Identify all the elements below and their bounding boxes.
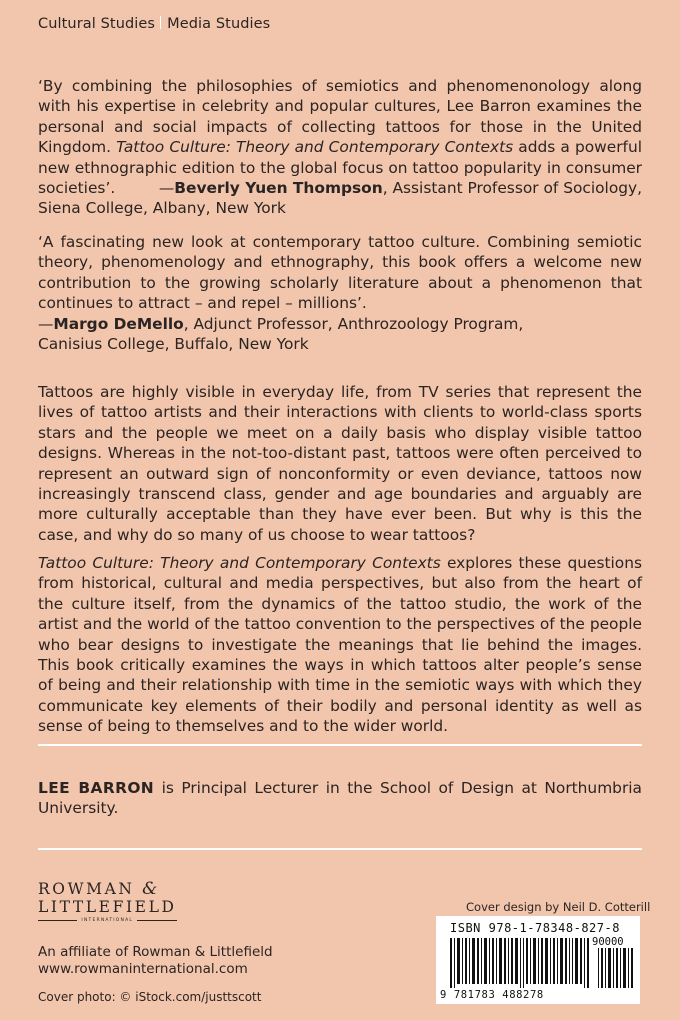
quote-1-text-after: adds a powerful new ethnographic edition to the global focus on tattoo popularity in consumer societies’. [38,138,642,198]
quote-2-dash: — [38,314,54,333]
category-divider [160,16,161,29]
quote-2-attribution [38,314,642,334]
publisher-info [38,944,273,978]
publisher-url: www.rowmaninternational.com [38,961,248,977]
logo-ampersand: & [142,879,158,899]
barcode-icon [448,938,636,988]
quote-1-affiliation: Siena College, Albany, New York [38,199,286,218]
quote-1-role: , Assistant Professor of Sociology, [382,179,642,198]
quote-1-attribution [159,178,642,198]
description-paragraph-1: Tattoos are highly visible in everyday life, from TV series that represent the lives of tattoo artists and their interactions with clients to world-class sports stars and the people we meet on a daily basis who display visible tattoo designs. Whereas in the not-too-distant past, tattoos were often perceived to represent an outward sign of nonconformity or even deviance, tattoos now increasingly transcend class, gender and age boundaries and arguably are more culturally acceptable than they have ever been. But why is this the case, and why do so many of us choose to wear tattoos? [38,383,642,544]
logo-intl-text: INTERNATIONAL [81,918,134,923]
review-quote-1 [38,76,642,219]
body-2-book-title: Tattoo Culture: Theory and Contemporary Contexts [38,554,441,572]
quote-2-affiliation: Canisius College, Buffalo, New York [38,335,309,354]
quote-1-dash: — [158,179,175,198]
review-quote-2 [38,232,642,354]
quote-2-role: , Adjunct Professor, Anthrozoology Program, [183,314,524,333]
category-media-studies: Media Studies [167,16,271,32]
logo-international [38,918,177,923]
price-addon-digits: 90000 [592,936,624,948]
quote-2-text: ‘A fascinating new look at contemporary tattoo culture. Combining semiotic theory, phenomenology and ethnography, this book offers a welcome new contribution to the growing scholarly literature about a phenomenon that continues to attract – and repel – millions’. [38,233,642,313]
quote-1-text-before: ‘By combining the philosophies of semiotics and phenomenonology along with his expertise in celebrity and popular cultures, Lee Barron examines the personal and social impacts of collecting tattoos for those in the United Kingdom. [38,77,642,157]
quote-2-reviewer: Margo DeMello [53,314,184,333]
barcode-digits: 9 781783 488278 [440,989,544,1001]
body-2-text: explores these questions from historical, cultural and media perspectives, but also from the heart of the culture itself, from the dynamics of the tattoo studio, the work of the artist and the world of the tattoo convention to the perspectives of the people who bear designs to investigate the meanings that lie behind the images. This book critically examines the ways in which tattoos alter people’s sense of being and their relationship with time in the semiotic ways with which they communicate key elements of their bodily and personal identity as well as sense of being to themselves and to the wider world. [38,554,642,736]
author-name: LEE BARRON [38,779,155,797]
category-labels [38,16,270,32]
logo-rowman: ROWMAN [38,880,135,898]
cover-design-credit: Cover design by Neil D. Cotterill [466,900,651,914]
author-bio [38,778,642,819]
divider-rule [38,744,642,746]
category-cultural-studies: Cultural Studies [38,16,156,32]
author-bio-text: is Principal Lecturer in the School of Design at Northumbria University. [38,779,642,818]
divider-rule-bottom [38,848,642,850]
logo-littlefield: LITTLEFIELD [38,898,177,916]
description-paragraph-2 [38,553,642,737]
quote-1-book-title: Tattoo Culture: Theory and Contemporary Contexts [116,138,514,157]
quote-1-reviewer: Beverly Yuen Thompson [174,179,383,198]
publisher-logo [38,880,177,923]
publisher-affiliate: An affiliate of Rowman & Littlefield [38,944,273,960]
isbn-text: ISBN 978-1-78348-827-8 [450,921,620,935]
cover-photo-credit: Cover photo: © iStock.com/justtscott [38,990,262,1004]
